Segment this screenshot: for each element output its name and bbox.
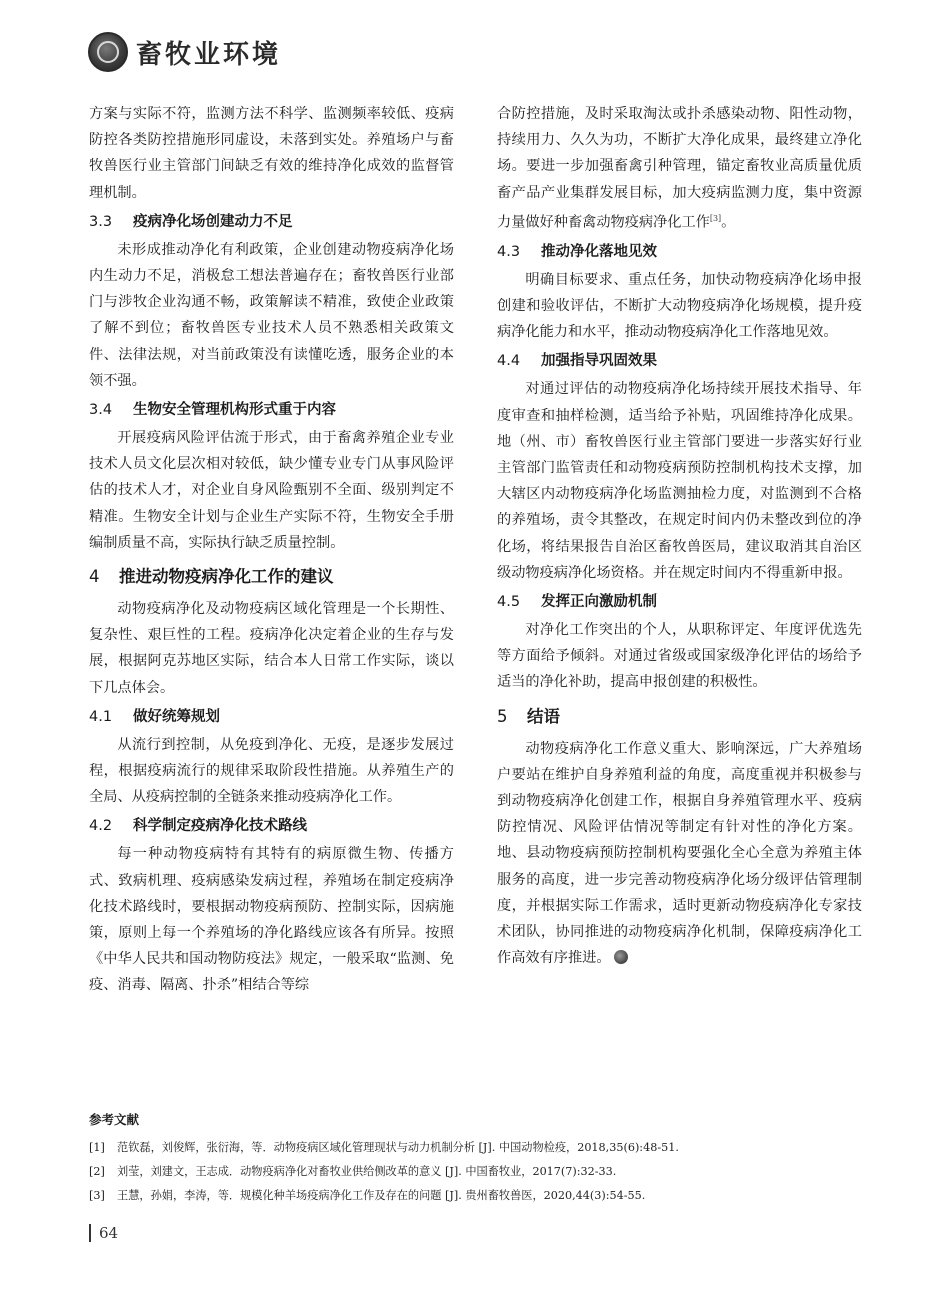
paragraph: 每一种动物疫病特有其特有的病原微生物、传播方式、致病机理、疫病感染发病过程，养殖场在制定疫病净化技术路线时，要根据动物疫病预防、控制实际，因病施策，原则上每一个养殖场的净化路线应该各有所异。按照《中华人民共和国动物防疫法》规定，一般采取“监测、免疫、消毒、隔离、扑杀”相结合等综 [89,846,454,994]
section-heading-4: 4 推进动物疫病净化工作的建议 [89,567,334,587]
section-heading-3-4: 3.4 生物安全管理机构形式重于内容 [89,402,336,419]
left-column [89,101,454,999]
section-heading-3-3: 3.3 疫病净化场创建动力不足 [89,213,293,230]
paragraph: 对通过评估的动物疫病净化场持续开展技术指导、年度审查和抽样检测，适当给予补贴，巩固维持净化成果。地（州、市）畜牧兽医行业主管部门要进一步落实好行业主管部门监管责任和动物疫病预防控制机构技术支撑，加大辖区内动物疫病净化场监测抽检力度，对监测到不合格的养殖场，责令其整改，在规定时间内仍未整改到位的净化场，将结果报告自治区畜牧兽医局，建议取消其自治区级动物疫病净化场资格。并在规定时间内不得重新申报。 [497,381,862,581]
journal-logo-icon [88,32,128,72]
journal-name: 畜牧业环境 [136,39,282,70]
right-column [497,101,862,971]
paragraph: 开展疫病风险评估流于形式，由于畜禽养殖企业专业技术人员文化层次相对较低，缺少懂专业专门从事风险评估的技术人才，对企业自身风险甄别不全面、级别判定不精准。生物安全计划与企业生产实际不符，生物安全手册编制质量不高，实际执行缺乏质量控制。 [89,430,454,551]
section-heading-4-4: 4.4 加强指导巩固效果 [497,353,657,370]
paragraph: 未形成推动净化有利政策，企业创建动物疫病净化场内生动力不足，消极怠工想法普遍存在；畜牧兽医行业部门与涉牧企业沟通不畅，政策解读不精准，致使企业政策了解不到位；畜牧兽医专业技术人员不熟悉相关政策文件、法律法规，对当前政策没有读懂吃透，服务企业的本领不强。 [89,241,454,389]
section-heading-4-3: 4.3 推动净化落地见效 [497,243,657,260]
paragraph: 明确目标要求、重点任务，加快动物疫病净化场申报创建和验收评估，不断扩大动物疫病净化场规模，提升疫病净化能力和水平，推动动物疫病净化工作落地见效。 [497,271,862,341]
reference-item: [1] 范钦磊，刘俊辉，张衍海，等．动物疫病区域化管理现状与动力机制分析 [J]. 中国动物检疫，2018,35(6):48-51. [89,1141,679,1154]
references [89,1110,869,1208]
paragraph: 合防控措施，及时采取淘汰或扑杀感染动物、阳性动物，持续用力、久久为功，不断扩大净化成果，最终建立净化场。要进一步加强畜禽引种管理，锚定畜牧业高质量优质畜产品产业集群发展目标，加大疫病监测力度，集中资源力量做好种畜禽动物疫病净化工作[3]。 [497,106,862,231]
end-mark-icon [614,950,628,964]
section-heading-5: 5 结语 [497,706,560,726]
citation-marker[interactable]: [3] [709,213,722,223]
page-bar [89,1224,91,1242]
journal-header [88,30,281,74]
section-heading-4-2: 4.2 科学制定疫病净化技术路线 [89,818,307,835]
paragraph: 从流行到控制，从免疫到净化、无疫，是逐步发展过程，根据疫病流行的规律采取阶段性措施。从养殖生产的全局、从疫病控制的全链条来推动疫病净化工作。 [89,736,454,806]
reference-item: [2] 刘莹，刘建文，王志成．动物疫病净化对畜牧业供给侧改革的意义 [J]. 中国畜牧业，2017(7):32-33. [89,1165,617,1178]
paragraph: 方案与实际不符，监测方法不科学、监测频率较低、疫病防控各类防控措施形同虚设，未落到实处。养殖场户与畜牧兽医行业主管部门间缺乏有效的维持净化成效的监督管理机制。 [89,106,454,201]
section-heading-4-1: 4.1 做好统筹规划 [89,708,220,725]
page-number: 64 [89,1224,118,1242]
references-title: 参考文献 [89,1112,140,1127]
paragraph: 动物疫病净化及动物疫病区域化管理是一个长期性、复杂性、艰巨性的工程。疫病净化决定着企业的生存与发展，根据阿克苏地区实际，结合本人日常工作实际，谈以下几点体会。 [89,601,454,696]
paragraph: 对净化工作突出的个人，从职称评定、年度评优选先等方面给予倾斜。对通过省级或国家级净化评估的场给予适当的净化补助，提高申报创建的积极性。 [497,621,862,691]
reference-item: [3] 王慧，孙娟，李涛，等．规模化种羊场疫病净化工作及存在的问题 [J]. 贵州畜牧兽医，2020,44(3):54-55. [89,1189,646,1202]
paragraph: 动物疫病净化工作意义重大、影响深远，广大养殖场户要站在维护自身养殖利益的角度，高度重视并积极参与到动物疫病净化创建工作，根据自身养殖管理水平、疫病防控情况、风险评估情况等制定有针对性的净化方案。地、县动物疫病预防控制机构要强化全心全意为养殖主体服务的高度，进一步完善动物疫病净化场分级评估管理制度，并根据实际工作需求，适时更新动物疫病净化专家技术团队，协同推进的动物疫病净化机制，保障疫病净化工作高效有序推进。 [497,740,862,967]
section-heading-4-5: 4.5 发挥正向激励机制 [497,593,657,610]
